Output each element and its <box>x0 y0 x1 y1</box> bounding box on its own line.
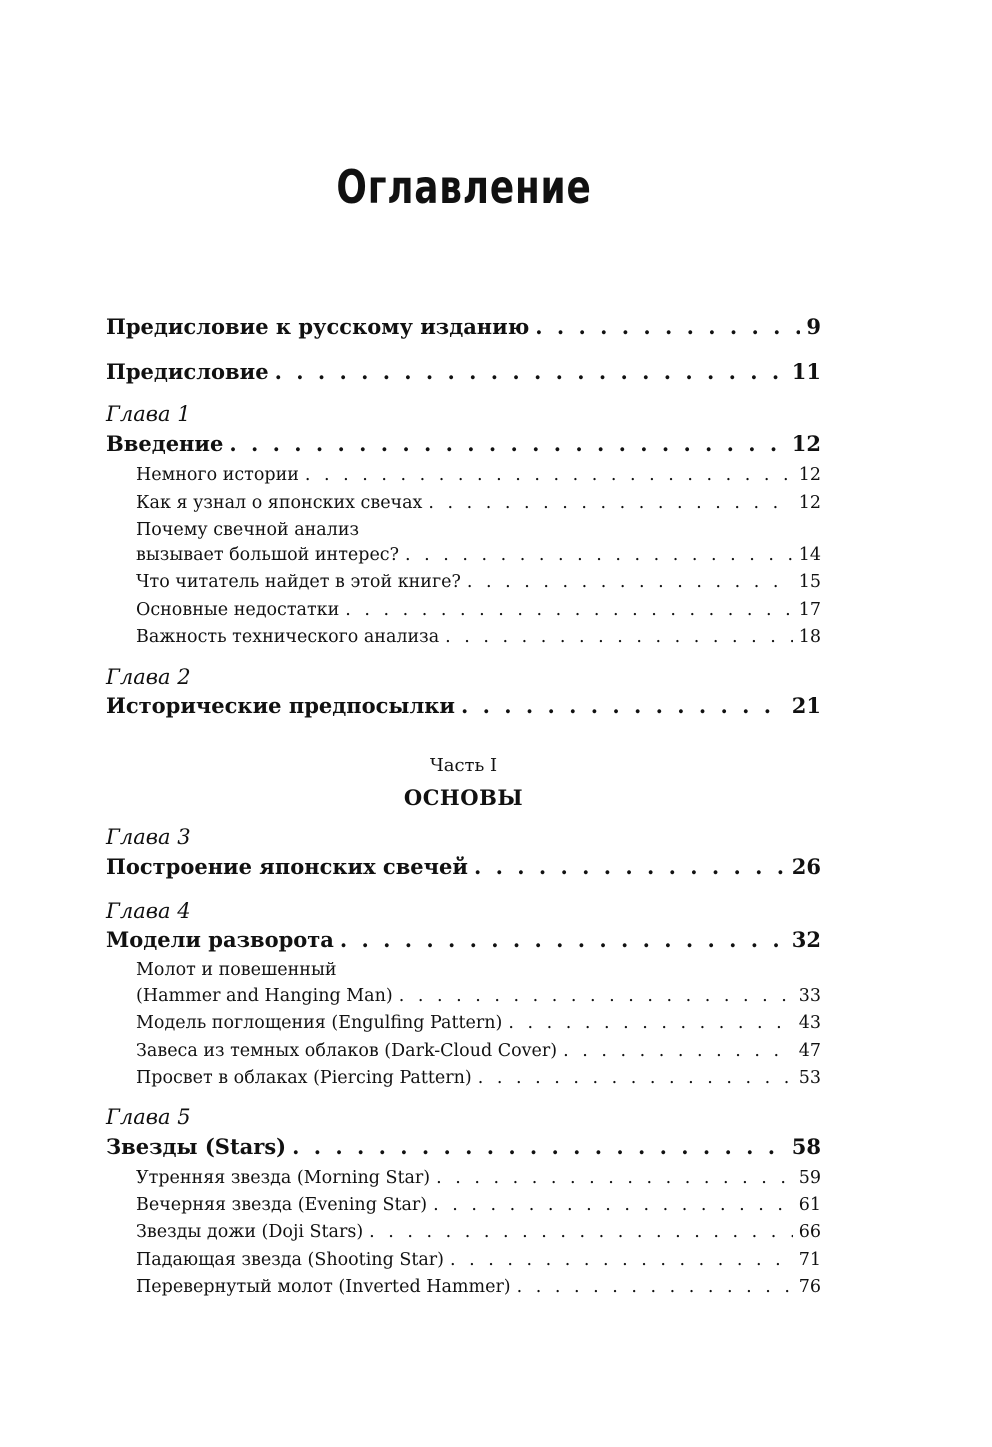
toc-entry-label: Падающая звезда (Shooting Star) <box>136 1250 444 1270</box>
dot-leader <box>305 465 793 485</box>
page-title: Оглавление <box>336 160 592 214</box>
dot-leader <box>445 627 793 647</box>
toc-entry-label: Как я узнал о японских свечах <box>136 493 423 513</box>
toc-page-number: 47 <box>798 1041 821 1061</box>
toc-subentry[interactable] <box>136 1222 821 1242</box>
toc-entry-label: Утренняя звезда (Morning Star) <box>136 1168 431 1188</box>
dot-leader <box>433 1195 793 1215</box>
dot-leader <box>229 431 785 456</box>
toc-page-number: 12 <box>798 493 821 513</box>
part-label: Часть I <box>429 755 498 776</box>
dot-leader <box>517 1277 793 1297</box>
toc-subentry[interactable] <box>136 572 821 592</box>
toc-subentry[interactable] <box>136 600 821 620</box>
toc-subentry[interactable] <box>136 1250 821 1270</box>
toc-page-number: 21 <box>791 693 821 718</box>
toc-page-number: 71 <box>798 1250 821 1270</box>
toc-entry-label: (Hammer and Hanging Man) <box>136 986 393 1006</box>
toc-page-number: 9 <box>806 314 821 339</box>
dot-leader <box>369 1222 793 1242</box>
dot-leader <box>345 600 792 620</box>
part-title: ОСНОВЫ <box>403 785 524 810</box>
toc-entry-label: Введение <box>106 431 224 456</box>
toc-entry-label: Основные недостатки <box>136 600 340 620</box>
toc-page-number: 33 <box>798 986 821 1006</box>
toc-entry-label: Немного истории <box>136 465 299 485</box>
toc-subentry[interactable] <box>136 1041 821 1061</box>
dot-leader <box>450 1250 793 1270</box>
toc-page-number: 18 <box>798 627 821 647</box>
toc-entry-label-line1: Почему свечной анализ <box>136 520 360 540</box>
toc-page-number: 12 <box>791 431 821 456</box>
toc-subentry[interactable] <box>136 545 821 565</box>
chapter-label: Глава 4 <box>106 899 191 923</box>
toc-page-number: 76 <box>798 1277 821 1297</box>
dot-leader <box>563 1041 793 1061</box>
toc-subentry[interactable] <box>136 986 821 1006</box>
toc-page-number: 26 <box>791 854 821 879</box>
toc-subentry[interactable] <box>136 1195 821 1215</box>
toc-subentry[interactable] <box>136 1013 821 1033</box>
toc-entry-chapter-1[interactable] <box>106 431 821 456</box>
toc-subentry[interactable] <box>136 627 821 647</box>
toc-page-number: 58 <box>791 1134 821 1159</box>
chapter-label: Глава 2 <box>106 665 191 689</box>
toc-entry-label: Вечерняя звезда (Evening Star) <box>136 1195 428 1215</box>
dot-leader <box>405 545 793 565</box>
dot-leader <box>474 854 786 879</box>
toc-subentry[interactable] <box>136 1068 821 1088</box>
toc-entry-chapter-3[interactable] <box>106 854 821 879</box>
dot-leader <box>340 927 786 952</box>
toc-page-number: 17 <box>798 600 821 620</box>
dot-leader <box>399 986 793 1006</box>
dot-leader <box>508 1013 792 1033</box>
toc-page-number: 59 <box>798 1168 821 1188</box>
dot-leader <box>478 1068 793 1088</box>
toc-subentry[interactable] <box>136 1168 821 1188</box>
toc-page-number: 66 <box>798 1222 821 1242</box>
toc-entry-label: Предисловие к русскому изданию <box>106 314 530 339</box>
toc-entry-preface[interactable] <box>106 359 821 384</box>
chapter-label: Глава 5 <box>106 1105 191 1129</box>
toc-page-number: 14 <box>798 545 821 565</box>
dot-leader <box>461 693 786 718</box>
toc-subentry[interactable] <box>136 493 821 513</box>
toc-page-number: 61 <box>798 1195 821 1215</box>
toc-entry-label: вызывает большой интерес? <box>136 545 399 565</box>
toc-entry-chapter-5[interactable] <box>106 1134 821 1159</box>
dot-leader <box>436 1168 793 1188</box>
dot-leader <box>535 314 800 339</box>
toc-entry-chapter-4[interactable] <box>106 927 821 952</box>
toc-entry-label: Исторические предпосылки <box>106 693 456 718</box>
toc-page-number: 53 <box>798 1068 821 1088</box>
chapter-label: Глава 1 <box>106 402 191 426</box>
toc-entry-label: Звезды дожи (Doji Stars) <box>136 1222 364 1242</box>
dot-leader <box>275 359 786 384</box>
toc-entry-label: Завеса из темных облаков (Dark-Cloud Cover) <box>136 1041 558 1061</box>
chapter-label: Глава 3 <box>106 825 191 849</box>
toc-entry-label: Модель поглощения (Engulfing Pattern) <box>136 1013 503 1033</box>
dot-leader <box>292 1134 786 1159</box>
toc-entry-label-line1: Молот и повешенный <box>136 960 337 980</box>
toc-entry-label: Предисловие <box>106 359 269 384</box>
toc-page-number: 12 <box>798 465 821 485</box>
toc-page-number: 43 <box>798 1013 821 1033</box>
toc-entry-label: Важность технического анализа <box>136 627 440 647</box>
toc-entry-label: Модели разворота <box>106 927 334 952</box>
toc-entry-label: Звезды (Stars) <box>106 1134 287 1159</box>
toc-entry-chapter-2[interactable] <box>106 693 821 718</box>
toc-page-number: 15 <box>798 572 821 592</box>
toc-page-number: 11 <box>791 359 821 384</box>
toc-entry-label: Перевернутый молот (Inverted Hammer) <box>136 1277 511 1297</box>
toc-subentry[interactable] <box>136 465 821 485</box>
toc-page-number: 32 <box>791 927 821 952</box>
toc-entry-label: Построение японских свечей <box>106 854 468 879</box>
toc-entry-label: Просвет в облаках (Piercing Pattern) <box>136 1068 472 1088</box>
dot-leader <box>428 493 792 513</box>
dot-leader <box>467 572 793 592</box>
toc-entry-preface-ru[interactable] <box>106 314 821 339</box>
toc-subentry[interactable] <box>136 1277 821 1297</box>
toc-entry-label: Что читатель найдет в этой книге? <box>136 572 461 592</box>
